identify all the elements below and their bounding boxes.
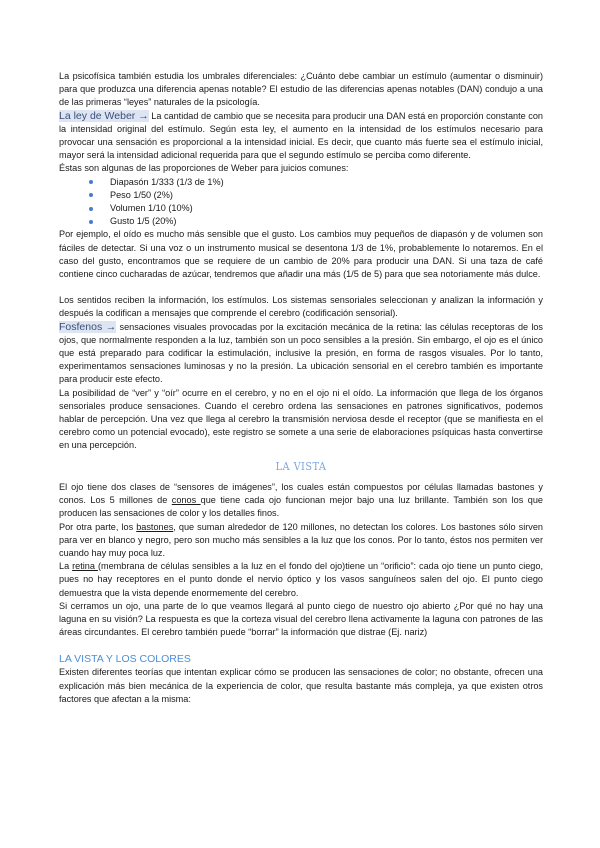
text-run: (membrana de células sensibles a la luz en el fondo del ojo)tiene un “orificio”: cada ojo tiene un punto ciego, pues no hay receptores en el punto donde el nervio óptico y los vasos sanguíneos salen del ojo. El punto ciego demuestra que la vista depende enormemente del cerebro.: [59, 561, 543, 598]
list-item-text: Peso 1/50 (2%): [110, 189, 173, 200]
text-run: El ojo tiene dos clases de “sensores de imágenes”, los cuales están compuestos por células llamadas bastones y conos. Los 5 millones de: [59, 481, 543, 506]
weber-label: La ley de Weber →: [59, 109, 149, 122]
bastones-term: bastones: [136, 521, 174, 532]
list-item: [86, 189, 543, 202]
bullet-icon: [89, 193, 93, 197]
document-page: [59, 70, 543, 706]
list-item-text: Gusto 1/5 (20%): [110, 216, 177, 227]
senses-paragraph: Los sentidos reciben la información, los estímulos. Los sistemas sensoriales seleccionan y analizan la información y después la codifican a mensajes que comprende el cerebro (codificación sensorial).: [59, 295, 543, 319]
retina-term: retina: [72, 561, 98, 572]
weber-example-paragraph: Por ejemplo, el oído es mucho más sensible que el gusto. Los cambios muy pequeños de diapasón y de volumen son fáciles de detectar. Si una voz o un instrumento musical se desentona 1/3 de 1%, probablemente lo notaremos. En el caso del gusto, encontramos que se requiere de un cambio de 20% para producir una DAN. Si una taza de café contiene cinco cucharadas de azúcar, tendremos que añadir una más (1/5 de 5) para que sea notoriamente más dulce.: [59, 229, 543, 280]
list-item: [86, 215, 543, 228]
bullet-icon: [89, 180, 93, 184]
weber-text: La cantidad de cambio que se necesita para producir una DAN está en proporción constante con la intensidad original del estímulo. Según esta ley, el aumento en la intensidad de los estímulos necesario para provocar una sensación es proporcional a la intensidad inicial. Es decir, que cuanto más fuerte sea el estímulo inicial, mayor será la intensidad adicional requerida para que el segundo estímulo se perciba como diferente.: [59, 110, 543, 161]
intro-paragraph: La psicofísica también estudia los umbrales diferenciales: ¿Cuánto debe cambiar un estímulo (aumentar o disminuir) para que produzca una diferencia apenas notable? El estudio de las diferencias apenas notables (DAN) condujo a una de las primeras “leyes” naturales de la psicología.: [59, 71, 543, 108]
perception-paragraph: La posibilidad de “ver” y “oír” ocurre en el cerebro, y no en el ojo ni el oído. La información que llega de los órganos sensoriales produce sensaciones. Cuando el cerebro ordena las sensaciones en patrones significativos, podemos hablar de percepción. Una vez que llega al cerebro la transmisión nerviosa desde el receptor (que se manifiesta en el cerebro como un potencial evocado), este registro se somete a una serie de elaboraciones psíquicas hasta convertirse en una percepción.: [59, 387, 543, 451]
list-item: [86, 176, 543, 189]
vista-paragraph-conos: [59, 481, 543, 521]
text-run: Por otra parte, los: [59, 521, 137, 532]
bullet-icon: [89, 207, 93, 211]
weber-list-intro: Éstas son algunas de las proporciones de Weber para juicios comunes:: [59, 163, 349, 174]
text-run: que tiene cada ojo funcionan mejor bajo una luz brillante. También son los que producen las sensaciones de color y los detalles finos.: [59, 495, 544, 519]
list-item-text: Volumen 1/10 (10%): [110, 203, 193, 214]
section-title-colores: LA VISTA Y LOS COLORES: [59, 653, 191, 666]
vista-paragraph-punto-ciego: Si cerramos un ojo, una parte de lo que veamos llegará al punto ciego de nuestro ojo abierto ¿Por qué no hay una laguna en su visión? La respuesta es que la corteza visual del cerebro llena activamente la laguna con patrones de las áreas circundantes. El cerebro también puede “borrar” la información que distrae (Ej. nariz): [59, 600, 543, 638]
vista-paragraph-retina: [59, 560, 543, 600]
fosfenos-paragraph: [59, 321, 543, 387]
vista-paragraph-bastones: [59, 521, 543, 561]
list-item: [86, 202, 543, 215]
bullet-icon: [89, 220, 93, 224]
text-run: , que suman alrededor de 120 millones, no detectan los colores. Los bastones sólo sirven para ver en blanco y negro, pero son mucho más sensibles a la luz que los conos. Por lo tanto, éstos nos permiten ver cuando hay muy poca luz.: [59, 521, 543, 558]
spacer: [59, 281, 543, 294]
weber-ratio-list: [59, 176, 543, 229]
weber-paragraph: [59, 110, 543, 163]
text-run: La: [59, 561, 73, 572]
list-item-text: Diapasón 1/333 (1/3 de 1%): [110, 176, 224, 187]
colores-paragraph: Existen diferentes teorías que intentan explicar cómo se producen las sensaciones de color; no obstante, ofrecen una explicación más bien mecánica de la experiencia de color, que resulta bastante más compleja, ya que existen otros factores que afectan a la misma:: [59, 667, 543, 704]
fosfenos-text: sensaciones visuales provocadas por la excitación mecánica de la retina: las células receptoras de los ojos, que normalmente responden a la luz, también son un poco sensibles a la presión. Sin embargo, el ojo es el único que está preparado para codificar la estimulación, inclusive la presión, en forma de rasgos visuales. Por lo tanto, experimentamos sensaciones luminosas y no la presión. La ubicación sensorial en el cerebro también es importante para producir este efecto.: [59, 321, 543, 385]
fosfenos-label: Fosfenos →: [59, 320, 117, 333]
section-title-vista: LA VISTA: [275, 458, 327, 473]
conos-term: conos: [171, 495, 201, 506]
